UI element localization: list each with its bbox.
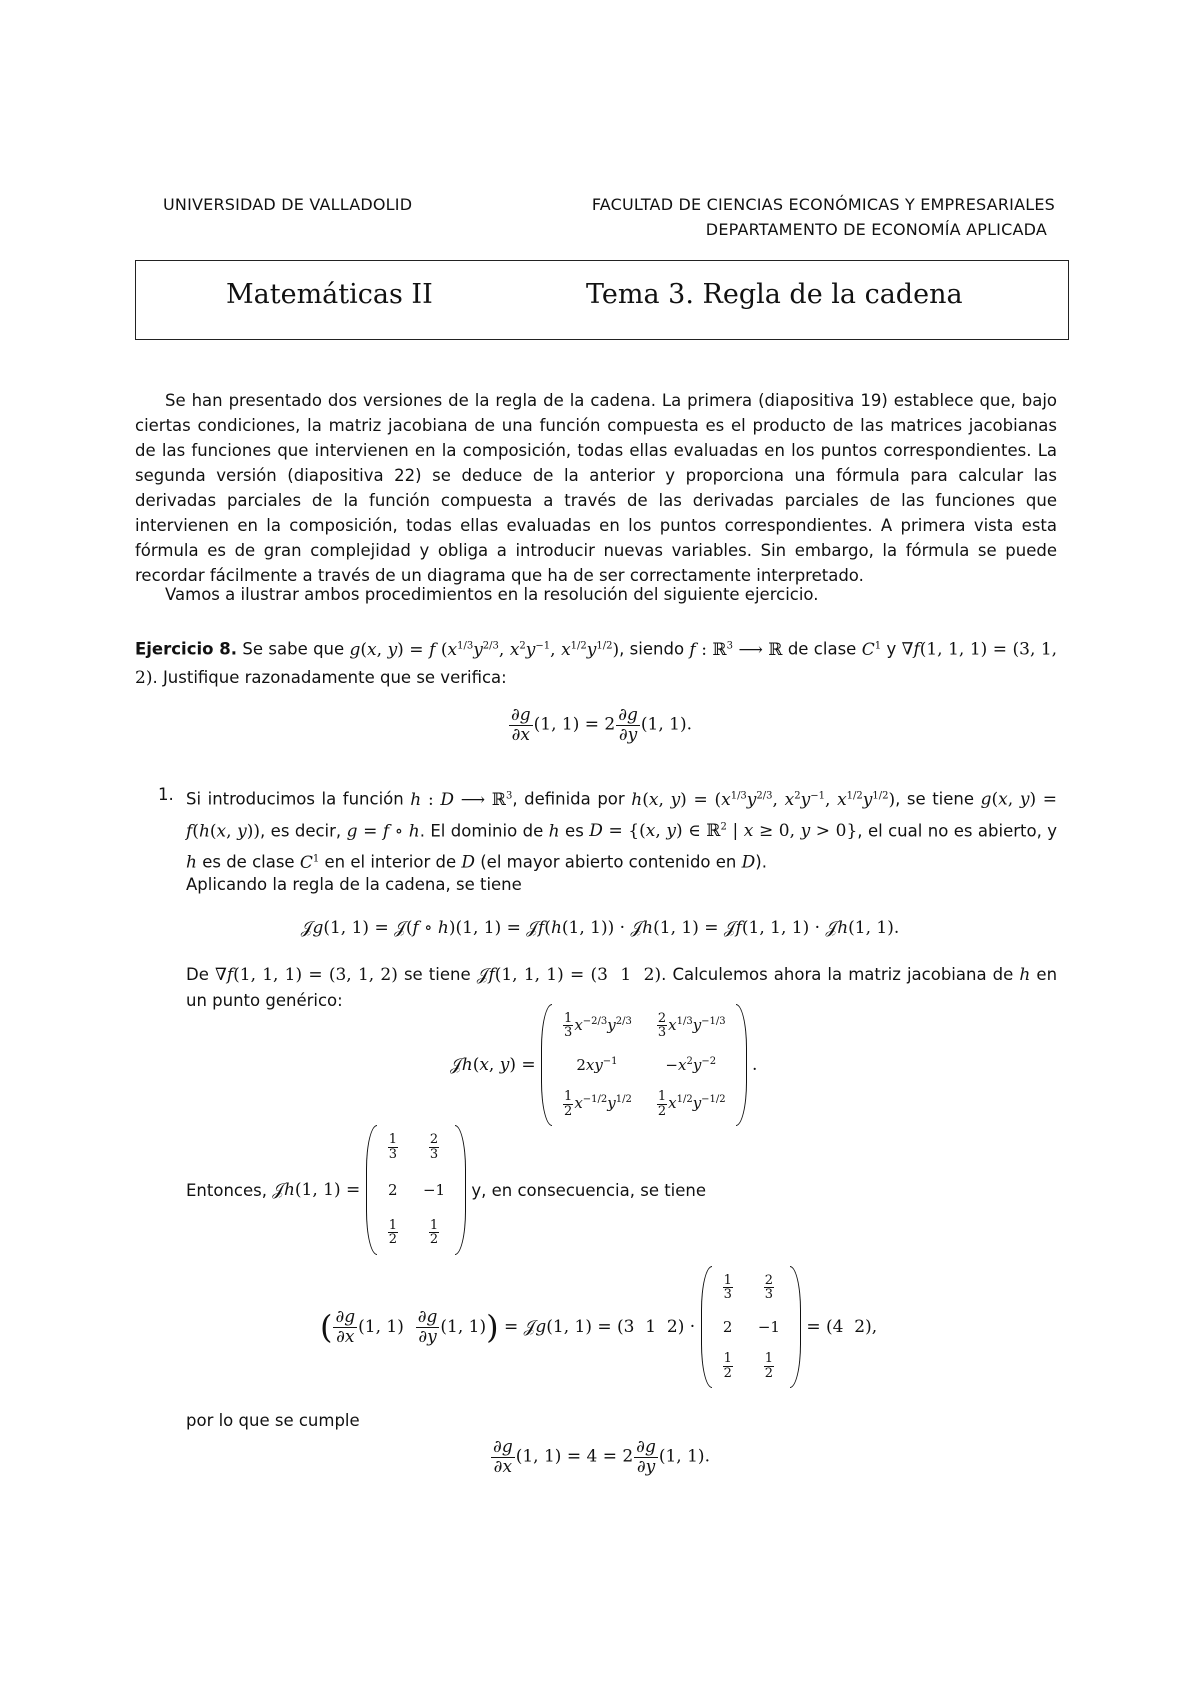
course-title: Matemáticas II [226, 279, 433, 310]
jacobian-h-matrix: $\frac{1}{3}$ $x^{-2/3}y^{2/3}$ $\frac{2}{3}$ $x^{1/3}y^{-1/3}$ $2xy^{-1}$ $-x^2y^{-2}$ $\frac{1}{2}$ $x^{-1/2}y^{1/2}$ $\frac{1}{2}$ $x^{1/2}y^{-1/2}$ [541, 1004, 747, 1127]
target-equation: $\frac{\partial g}{\partial x}$ (1, 1) = 2 $\frac{\partial g}{\partial y}$ (1, 1). [510, 705, 693, 745]
step1-paragraph: Si introducimos la función h : D ⟶ ℝ$^3$, definida por h(x, $y) = (x^{1/3}y^{2/3}$, $x^2y^{-1}$, $x^{1/2}y^{1/2}$), se tiene g(x, y) = f(h(x, y)), es decir, g = f ∘ h. El dominio de h es D = {(x, y) ∈ ℝ$^2$ | x ≥ 0, y > 0}, el cual no es abierto, y h es de clase $C^1$ en el interior de D (el mayor abierto contenido en D). [186, 789, 1058, 873]
faculty-name: FACULTAD DE CIENCIAS ECONÓMICAS Y EMPRESARIALES [591, 195, 1055, 214]
step-number: 1. [158, 785, 174, 804]
apply-chain-rule-text: Aplicando la regla de la cadena, se tiene [186, 875, 522, 894]
chain-rule-equation: 𝒥g(1, 1) = 𝒥(f ∘ h)(1, 1) = 𝒥f(h(1, 1)) · 𝒥h(1, 1) = 𝒥f(1, 1, 1) · 𝒥h(1, 1). [300, 918, 900, 938]
topic-title: Tema 3. Regla de la cadena [586, 279, 963, 310]
intro-paragraph-1: Se han presentado dos versiones de la regla de la cadena. La primera (diapositiva 19) establece que, bajo ciertas condiciones, la matriz jacobiana de una función compuesta es el producto de las matrices jacobianas de las funciones que intervienen en la composición, todas ellas evaluadas en los puntos correspondientes. La segunda versión (diapositiva 22) se deduce de la anterior y proporciona una fórmula para calcular las derivadas parciales de la función compuesta a través de las derivadas parciales de las funciones que intervienen en la composición, todas ellas evaluadas en los puntos correspondientes. A primera vista esta fórmula es de gran complejidad y obliga a introducir nuevas variables. Sin embargo, la fórmula se puede recordar fácilmente a través de un diagrama que ha de ser correctamente interpretado. [135, 391, 1057, 585]
gradient-product-equation: ( $\frac{\partial g}{\partial x}$ (1, 1) $\frac{\partial g}{\partial y}$ (1, 1) ) = 𝒥 g (1, 1) = (3 1 2) · 1 3 2 3 2 −1 1 2 1 2 = (4 2), [320, 1268, 877, 1386]
university-name: UNIVERSIDAD DE VALLADOLID [163, 195, 413, 214]
intro-paragraph-2: Vamos a ilustrar ambos procedimientos en la resolución del siguiente ejercicio. [165, 585, 819, 604]
conclusion-text: por lo que se cumple [186, 1411, 360, 1430]
department-name: DEPARTAMENTO DE ECONOMÍA APLICADA [705, 220, 1047, 239]
jacobian-h-at-point: Entonces, 𝒥h(1, 1) = 1 3 2 3 2 −1 1 2 1 2 y, en consecuencia, se tiene [186, 1135, 706, 1245]
exercise-definition-formula: g(x, y) = f ($x^{1/3}y^{2/3}$, $x^2y^{-1}$, $x^{1/2}y^{1/2}$) [349, 639, 620, 660]
jacobian-h-point-matrix: 1 3 2 3 2 −1 1 2 1 2 [366, 1125, 466, 1255]
title-box [135, 260, 1069, 340]
final-equation: $\frac{\partial g}{\partial x}$ (1, 1) = 4 = 2 $\frac{\partial g}{\partial y}$ (1, 1). [493, 1437, 710, 1477]
exercise-statement: Ejercicio 8. Se sabe que g(x, y) = f ($x^{1/3}y^{2/3}$, $x^2y^{-1}$, $x^{1/2}y^{1/2}$), siendo f : ℝ$^3$ ⟶ ℝ de clase $C^1$ y ∇f(1, 1, 1) = (3, 1, 2). Justifique razonadamente que se verifica: [135, 639, 1058, 688]
product-matrix: 1 3 2 3 2 −1 1 2 1 2 [701, 1266, 801, 1389]
jacobian-h-generic: 𝒥h(x, y) = $\frac{1}{3}$ $x^{-2/3}y^{2/3}$ $\frac{2}{3}$ $x^{1/3}y^{-1/3}$ $2xy^{-1}$ $-x^2y^{-2}$ $\frac{1}{2}$ $x^{-1/2}y^{1/2}$ $\frac{1}{2}$ $x^{1/2}y^{-1/2}$ . [450, 1010, 757, 1120]
jacobian-f-text: De ∇f(1, 1, 1) = (3, 1, 2) se tiene 𝒥f(1, 1, 1) = (3 1 2). Calculemos ahora la matriz jacobiana de h en un punto genérico: [186, 965, 1058, 1010]
exercise-label: Ejercicio 8. [135, 639, 238, 659]
